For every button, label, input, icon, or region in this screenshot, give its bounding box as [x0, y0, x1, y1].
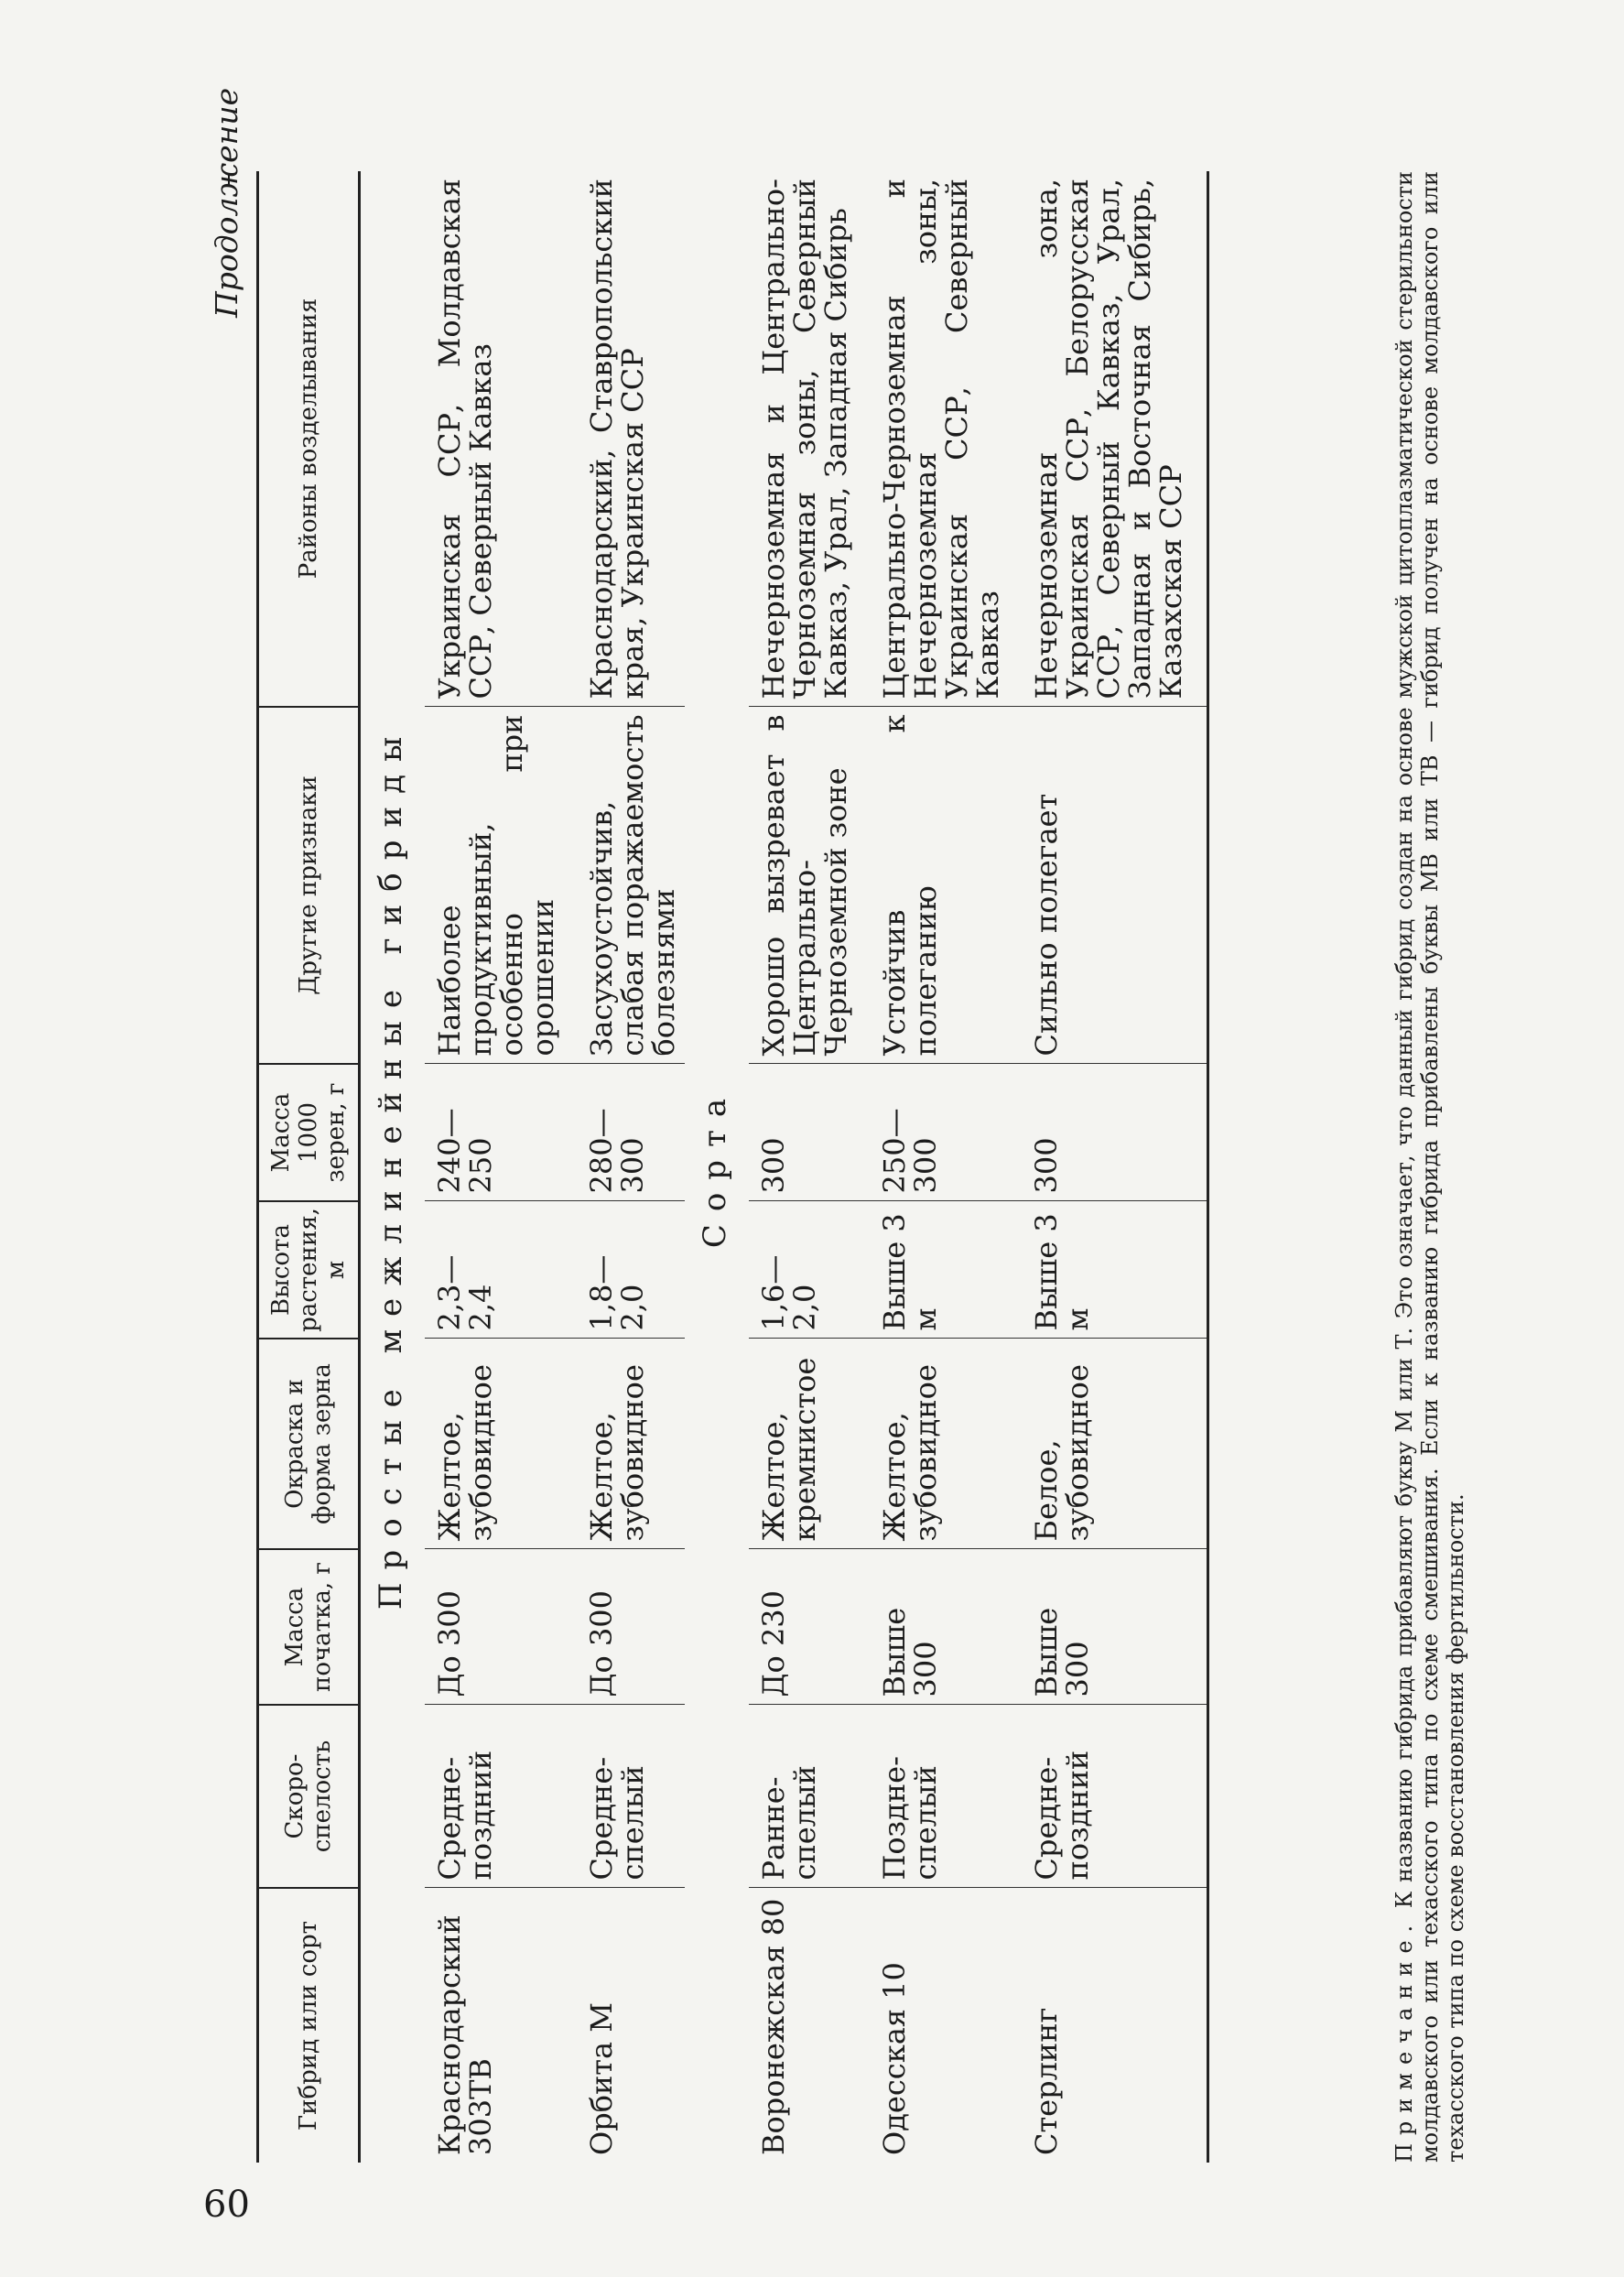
- cell-thousand-mass: 300: [749, 1064, 857, 1201]
- header-ripeness: Скоро-спелость: [258, 1705, 360, 1888]
- footnote-text: К названию гибрида прибавляют букву М или Т. Это означает, что данный гибрид создан на основе мужской цитоплазматической стерильности молдавского или техасского типа по схеме смешивания. Если к названию гибрида прибавлены буквы МВ или ТВ — гибрид получен на основе молдавского или техасского типа по схеме восстановления фертильности.: [1391, 171, 1468, 2163]
- header-grain: Окраска и форма зерна: [258, 1339, 360, 1549]
- cell-ear-mass: Выше 300: [1022, 1549, 1208, 1705]
- table-header-row: [258, 171, 360, 2163]
- cell-thousand-mass: 250—300: [870, 1064, 1009, 1201]
- row-gap: [564, 171, 577, 2163]
- cell-regions: Центрально-Черноземная и Нечерноземная зоны, Украинская ССР, Северный Кавказ: [877, 179, 1005, 699]
- section-title-row: [360, 171, 426, 2163]
- table-row: [425, 171, 564, 2163]
- cell-height: Выше 3 м: [870, 1201, 1009, 1339]
- table-row: [1022, 171, 1208, 2163]
- cell-grain: Желтое, зубовидное: [425, 1339, 564, 1549]
- cell-name: Одесская 10: [870, 1888, 1009, 2163]
- cell-grain: Желтое, кремнистое: [749, 1339, 857, 1549]
- cell-regions: Нечерноземная зона, Украинская ССР, Белорусская ССР, Северный Кавказ, Урал, Западная и Восточная Сибирь, Казахская ССР: [1022, 171, 1208, 707]
- table-row: [577, 171, 685, 2163]
- cell-name: Стерлинг: [1022, 1888, 1208, 2163]
- cell-thousand-mass: 280—300: [577, 1064, 685, 1201]
- cell-thousand-mass: 240—250: [425, 1064, 564, 1201]
- continuation-label: Продолжение: [209, 87, 244, 318]
- section-title: Простые межлинейные гибриды: [373, 723, 409, 1610]
- cell-ear-mass: До 300: [577, 1549, 685, 1705]
- cell-ripeness: Средне-поздний: [1022, 1705, 1208, 1888]
- cell-height: Выше 3 м: [1022, 1201, 1208, 1339]
- header-thousand-mass: Масса 1000 зерен, г: [258, 1064, 360, 1201]
- cell-grain: Белое, зубовидное: [1022, 1339, 1208, 1549]
- cell-name: Воронежская 80: [749, 1888, 857, 2163]
- section-title: Сорта: [697, 1085, 733, 1249]
- header-other: Другие признаки: [258, 707, 360, 1064]
- cell-height: 1,8—2,0: [577, 1201, 685, 1339]
- header-ear-mass: Масса початка, г: [258, 1549, 360, 1705]
- cell-grain: Желтое, зубовидное: [577, 1339, 685, 1549]
- cell-other: Засухоустойчив, слабая поражаемость болезнями: [577, 707, 685, 1064]
- header-regions: Районы возделывания: [258, 171, 360, 707]
- cell-grain: Желтое, зубовидное: [870, 1339, 1009, 1549]
- cell-regions: Украинская ССР, Молдавская ССР, Северный Кавказ: [432, 179, 498, 699]
- cell-ripeness: Поздне-спелый: [870, 1705, 1009, 1888]
- row-gap: [1009, 171, 1022, 2163]
- header-hybrid: Гибрид или сорт: [258, 1888, 360, 2163]
- cell-other: Наиболее продуктивный, особенно при орошении: [425, 707, 564, 1064]
- cell-ear-mass: До 300: [425, 1549, 564, 1705]
- cell-ear-mass: До 230: [749, 1549, 857, 1705]
- cell-regions: Нечерноземная и Центрально-Черноземная зоны, Северный Кавказ, Урал, Западная Сибирь: [756, 179, 853, 699]
- row-gap: [857, 171, 870, 2163]
- page-number: 60: [203, 2184, 250, 2226]
- table-row: [749, 171, 857, 2163]
- cell-height: 1,6—2,0: [749, 1201, 857, 1339]
- footnote: [1391, 171, 1468, 2163]
- cell-ripeness: Средне-спелый: [577, 1705, 685, 1888]
- cell-ear-mass: Выше 300: [870, 1549, 1009, 1705]
- table-row: [870, 171, 1009, 2163]
- cell-name: Орбита М: [577, 1888, 685, 2163]
- cell-regions: Краснодарский, Ставропольский края, Украинская ССР: [584, 179, 650, 699]
- cell-ripeness: Средне-поздний: [425, 1705, 564, 1888]
- section-title-row: [685, 171, 749, 2163]
- hybrid-varieties-table: [256, 171, 1209, 2163]
- cell-ripeness: Ранне-спелый: [749, 1705, 857, 1888]
- footnote-label: Примечание.: [1391, 1916, 1417, 2163]
- cell-other: Сильно полегает: [1022, 707, 1208, 1064]
- cell-name: Краснодарский 303ТВ: [425, 1888, 564, 2163]
- cell-other: Хорошо вызревает в Центрально-Черноземной зоне: [749, 707, 857, 1064]
- cell-thousand-mass: 300: [1022, 1064, 1208, 1201]
- cell-other: Устойчив к полеганию: [870, 707, 1009, 1064]
- header-height: Высота растения, м: [258, 1201, 360, 1339]
- cell-height: 2,3—2,4: [425, 1201, 564, 1339]
